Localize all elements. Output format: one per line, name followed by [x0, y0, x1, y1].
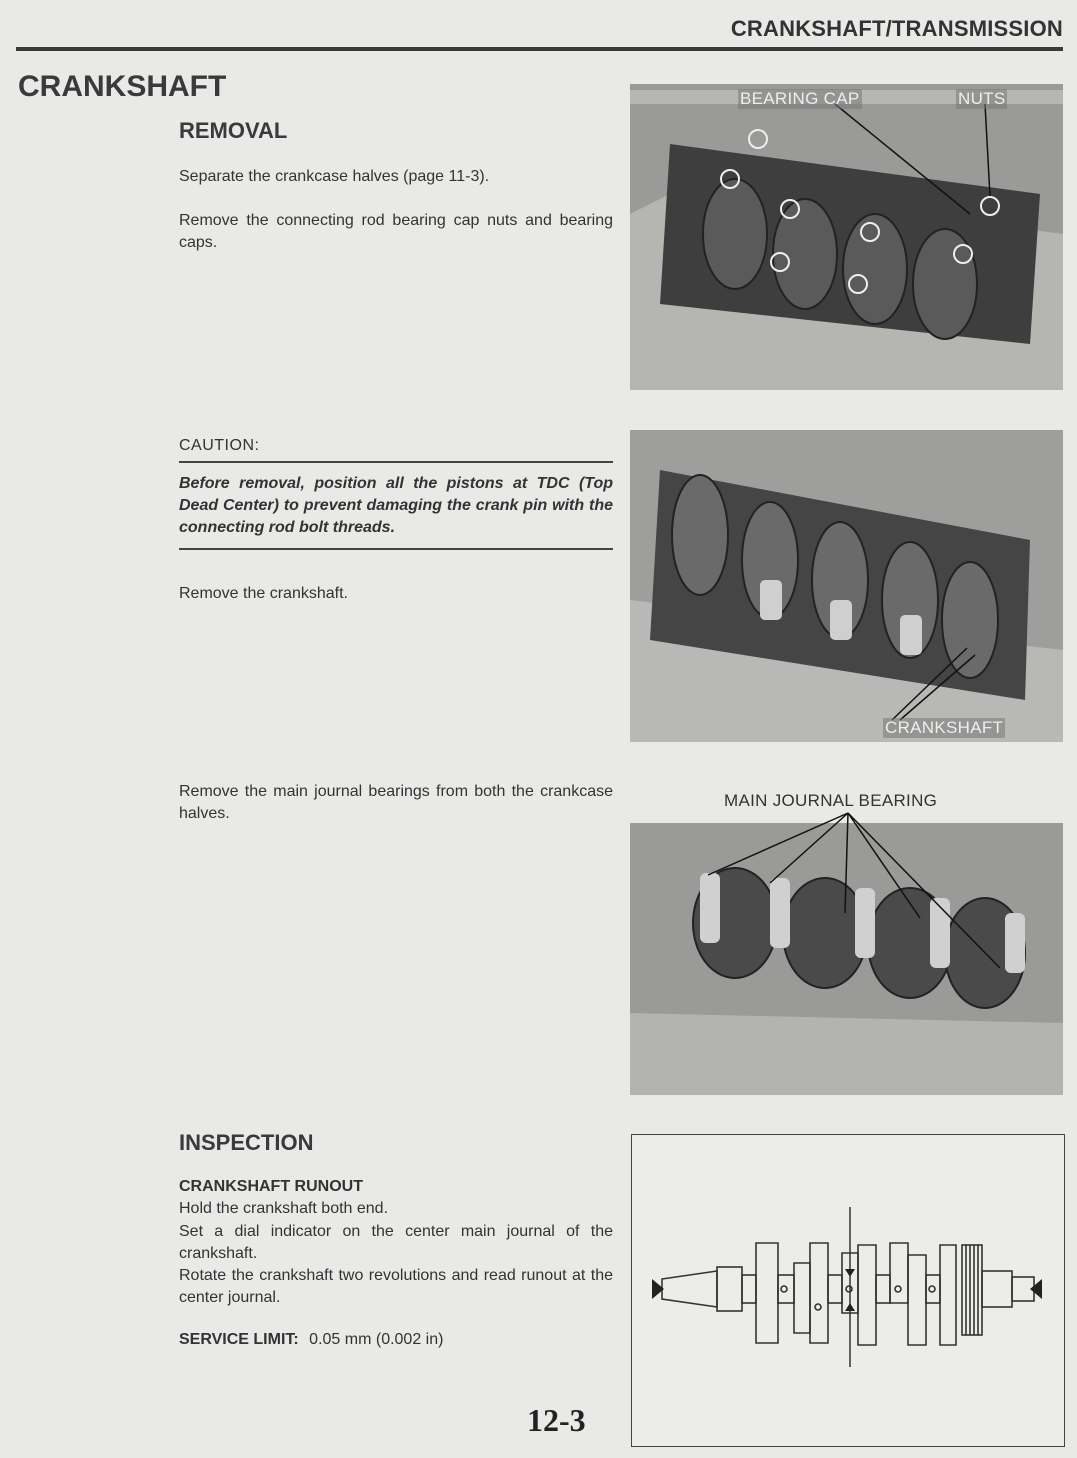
photo-crankshaft	[630, 430, 1063, 742]
removal-step-2: Remove the connecting rod bearing cap nuts and bearing caps.	[179, 212, 613, 251]
service-limit-value: 0.05 mm (0.002 in)	[309, 1331, 444, 1348]
caution-rule-top	[179, 461, 613, 463]
crankcase-photo-2	[630, 430, 1063, 742]
label-main-journal-bearing: MAIN JOURNAL BEARING	[724, 791, 938, 810]
removal-step-1: Separate the crankcase halves (page 11-3).	[179, 168, 490, 185]
inspection-heading: INSPECTION	[179, 1130, 314, 1155]
runout-diagram	[631, 1134, 1065, 1447]
service-limit-label: SERVICE LIMIT:	[179, 1331, 299, 1348]
runout-subheading: CRANKSHAFT RUNOUT	[179, 1178, 363, 1195]
caution-text: Before removal, position all the pistons at TDC (Top Dead Center) to prevent damaging the crank pin with the connecting rod bolt threads.	[179, 475, 613, 536]
caution-rule-bottom	[179, 548, 613, 550]
label-crankshaft: CRANKSHAFT	[885, 718, 1004, 737]
caution-label: CAUTION:	[179, 437, 260, 454]
removal-step-4: Remove the main journal bearings from both the crankcase halves.	[179, 783, 613, 822]
running-header: CRANKSHAFT/TRANSMISSION	[730, 16, 1063, 41]
header-rule	[16, 47, 1063, 51]
inspection-line-2: Set a dial indicator on the center main journal of the crankshaft.	[179, 1223, 613, 1262]
photo-bearing-cap-nuts	[630, 84, 1063, 390]
inspection-line-3: Rotate the crankshaft two revolutions and read runout at the center journal.	[179, 1267, 613, 1306]
label-nuts: NUTS	[958, 89, 1006, 108]
page-number: 12-3	[527, 1402, 586, 1438]
label-bearing-cap: BEARING CAP	[740, 89, 860, 108]
crankcase-photo-3	[630, 783, 1063, 1095]
crankcase-photo-1	[630, 84, 1063, 390]
crankshaft-drawing	[632, 1135, 1064, 1446]
photo-main-journal-bearing	[630, 783, 1063, 1095]
inspection-line-1: Hold the crankshaft both end.	[179, 1200, 389, 1217]
service-limit	[179, 1331, 443, 1349]
removal-step-3: Remove the crankshaft.	[179, 585, 348, 602]
section-title: CRANKSHAFT	[18, 70, 227, 103]
removal-heading: REMOVAL	[179, 118, 288, 143]
